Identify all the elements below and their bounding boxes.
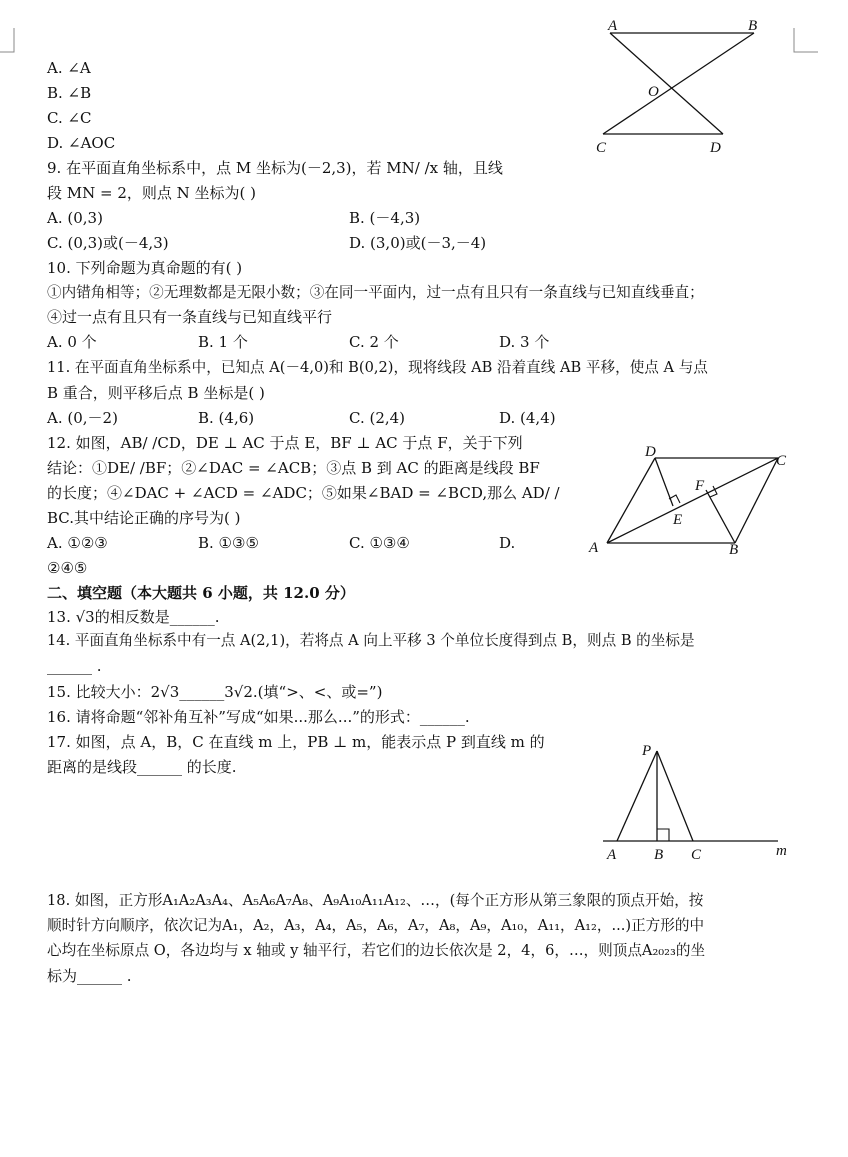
fig8-label-d: D [710, 140, 721, 156]
q17-stem-line2: 距离的是线段______ 的长度. [47, 758, 237, 776]
q8-option-a: A. ∠A [47, 59, 91, 77]
q12-option-b: B. ①③⑤ [198, 534, 259, 552]
fig12-label-a: A [589, 540, 599, 556]
q9-option-c: C. (0,3)或(－4,3) [47, 234, 169, 252]
q12-option-a: A. ①②③ [47, 534, 108, 552]
q8-option-b: B. ∠B [47, 84, 92, 102]
q11-option-d: D. (4,4) [499, 409, 556, 427]
fig17-label-c: C [691, 847, 702, 863]
q12-stem-line3: 的长度；④∠DAC + ∠ACD = ∠ADC；⑤如果∠BAD = ∠BCD,那么 AD/ / [47, 484, 560, 502]
fig12-label-e: E [673, 512, 683, 528]
q18-stem-line4: 标为______ . [47, 967, 132, 985]
q11-stem-line1: 11. 在平面直角坐标系中，已知点 A(－4,0)和 B(0,2)，现将线段 AB 沿着直线 AB 平移，使点 A 与点 [47, 359, 708, 376]
q11-stem-line2: B 重合，则平移后点 B 坐标是( ) [47, 384, 265, 402]
q18-stem-line3: 心均在坐标原点 O，各边均与 x 轴或 y 轴平行，若它们的边长依次是 2，4，6，…，则顶点A₂₀₂₃的坐 [47, 942, 706, 959]
q14-stem-line2: ______ . [47, 657, 102, 675]
figure-q12 [585, 440, 805, 565]
q15-stem: 15. 比较大小：2√3______3√2.(填“>、<、或=”) [47, 683, 383, 701]
q12-option-d-continued: ②④⑤ [47, 559, 88, 577]
q14-stem-line1: 14. 平面直角坐标系中有一点 A(2,1)，若将点 A 向上平移 3 个单位长度得到点 B，则点 B 的坐标是 [47, 632, 695, 649]
q11-option-c: C. (2,4) [349, 409, 406, 427]
q13-stem: 13. √3的相反数是______. [47, 608, 220, 626]
fig17-label-a: A [607, 847, 617, 863]
q8-option-d: D. ∠AOC [47, 134, 116, 152]
q9-stem-line1: 9. 在平面直角坐标系中，点 M 坐标为(－2,3)，若 MN/ /x 轴，且线 [47, 159, 503, 177]
q11-option-a: A. (0,－2) [47, 409, 118, 427]
fig8-label-c: C [596, 140, 607, 156]
fig17-label-b: B [654, 847, 664, 863]
q12-option-c: C. ①③④ [349, 534, 410, 552]
fig12-label-d: D [645, 444, 656, 460]
q9-option-d: D. (3,0)或(－3,－4) [349, 234, 487, 252]
q10-stem-line1: 10. 下列命题为真命题的有( ) [47, 259, 243, 277]
fig17-label-m: m [776, 843, 787, 859]
corner-mark-right [790, 0, 848, 60]
q18-stem-line2: 顺时针方向顺序，依次记为A₁，A₂，A₃，A₄，A₅，A₆，A₇，A₈，A₉，A₁₀，A₁₁，A₁₂，...)正方形的中 [47, 917, 705, 934]
corner-mark-left [0, 0, 20, 60]
q10-option-c: C. 2 个 [349, 333, 399, 351]
q12-stem-line1: 12. 如图，AB/ /CD，DE ⊥ AC 于点 E，BF ⊥ AC 于点 F，关于下列 [47, 434, 523, 452]
q10-stem-line2: ①内错角相等；②无理数都是无限小数；③在同一平面内，过一点有且只有一条直线与已知直线垂直； [47, 284, 704, 301]
q10-option-d: D. 3 个 [499, 333, 550, 351]
q9-option-a: A. (0,3) [47, 209, 103, 227]
q10-stem-line3: ④过一点有且只有一条直线与已知直线平行 [47, 308, 333, 326]
q12-stem-line2: 结论：①DE/ /BF；②∠DAC = ∠ACB；③点 B 到 AC 的距离是线段 BF [47, 459, 540, 477]
q8-option-c: C. ∠C [47, 109, 92, 127]
fig17-label-p: P [642, 743, 652, 759]
q10-option-a: A. 0 个 [47, 333, 97, 351]
fig12-label-b: B [729, 542, 739, 558]
q17-stem-line1: 17. 如图，点 A，B，C 在直线 m 上，PB ⊥ m，能表示点 P 到直线 m 的 [47, 733, 545, 751]
fig12-label-c: C [776, 453, 787, 469]
q12-stem-line4: BC.其中结论正确的序号为( ) [47, 509, 241, 527]
q18-stem-line1: 18. 如图，正方形A₁A₂A₃A₄、A₅A₆A₇A₈、A₉A₁₀A₁₁A₁₂、…，(每个正方形从第三象限的顶点开始，按 [47, 892, 704, 909]
fig12-label-f: F [695, 478, 705, 494]
fig8-label-a: A [608, 18, 618, 34]
figure-q17 [595, 735, 805, 865]
q9-option-b: B. (－4,3) [349, 209, 421, 227]
q9-stem-line2: 段 MN = 2，则点 N 坐标为( ) [47, 184, 257, 202]
fig8-label-o: O [648, 84, 659, 100]
q12-option-d: D. [499, 534, 516, 552]
figure-q8 [590, 10, 758, 160]
section-heading-fill-in: 二、填空题（本大题共 6 小题，共 12.0 分） [47, 584, 355, 602]
q11-option-b: B. (4,6) [198, 409, 255, 427]
q16-stem: 16. 请将命题“邻补角互补”写成“如果...那么...”的形式：______. [47, 708, 470, 726]
q10-option-b: B. 1 个 [198, 333, 248, 351]
fig8-label-b: B [748, 18, 758, 34]
